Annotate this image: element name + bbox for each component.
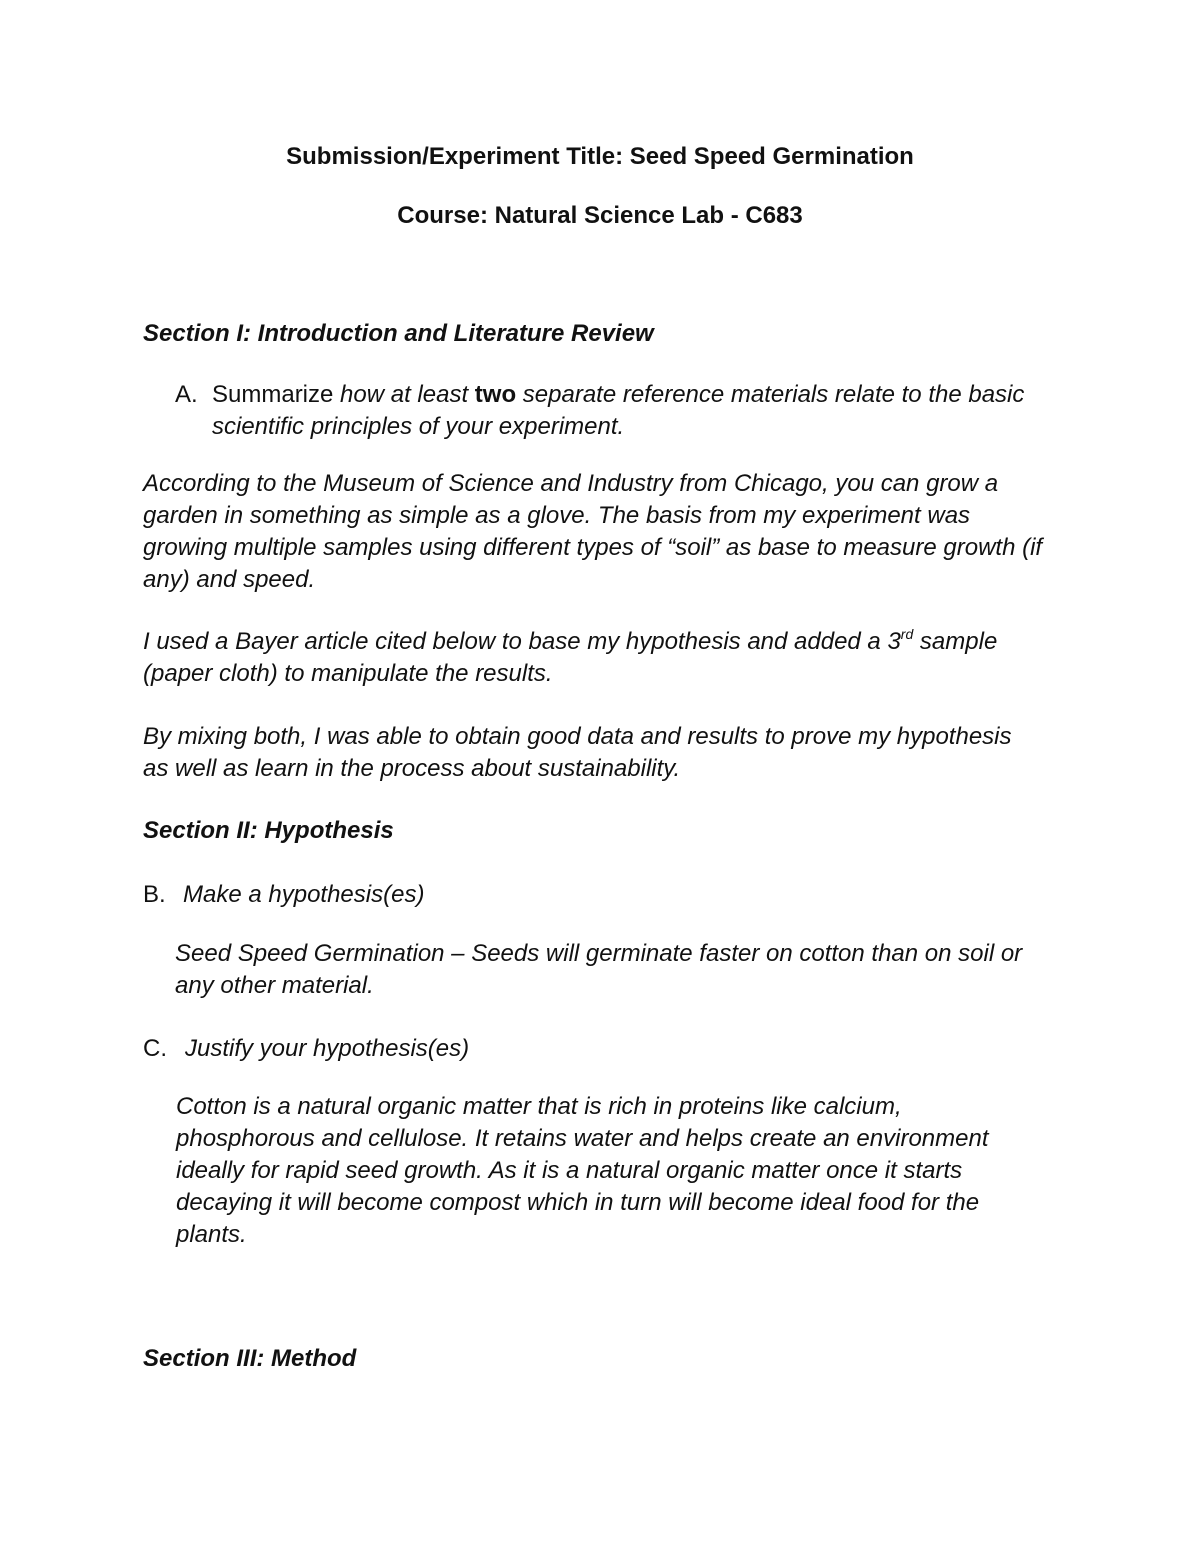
ordinal-superscript: rd: [900, 626, 914, 642]
intro-paragraph-3: By mixing both, I was able to obtain good data and results to prove my hypothesis as well as learn in the process about sustainability.: [143, 723, 1012, 782]
section-3-heading: Section III: Method: [143, 1345, 357, 1372]
list-marker-c: C.: [143, 1035, 167, 1062]
list-item-a-text: [212, 379, 1052, 443]
intro-paragraph-2-start: I used a Bayer article cited below to base my hypothesis and added a 3: [143, 628, 901, 655]
section-2-heading: Section II: Hypothesis: [143, 817, 394, 844]
intro-paragraph-1: According to the Museum of Science and Industry from Chicago, you can grow a garden in something as simple as a glove. The basis from my experiment was growing multiple samples using different types of “soil” as base to measure growth (if any) and speed.: [143, 470, 1043, 593]
list-marker-b: B.: [143, 881, 166, 908]
document-title: Submission/Experiment Title: Seed Speed Germination: [286, 143, 914, 170]
intro-paragraph-2: [143, 626, 1043, 690]
section-1-heading: Section I: Introduction and Literature Review: [143, 320, 654, 347]
item-a-italic-2: separate reference materials relate to the basic scientific principles of your experiment.: [212, 381, 1025, 440]
list-item-c-text: Justify your hypothesis(es): [185, 1035, 470, 1062]
intro-paragraph-2-end: sample (paper cloth) to manipulate the results.: [143, 628, 998, 687]
hypothesis-justification: Cotton is a natural organic matter that is rich in proteins like calcium, phosphorous and cellulose. It retains water and helps create an environment ideally for rapid seed growth. As it is a natural organic matter once it starts decaying it will become compost which in turn will become ideal food for the plants.: [176, 1093, 989, 1248]
item-a-italic-1: how at least: [340, 381, 475, 408]
list-item-b-text: Make a hypothesis(es): [183, 881, 425, 908]
item-a-bold: two: [474, 381, 517, 408]
item-a-lead: Summarize: [212, 381, 341, 408]
course-name: Course: Natural Science Lab - C683: [397, 202, 803, 229]
hypothesis-statement: Seed Speed Germination – Seeds will germinate faster on cotton than on soil or any other material.: [175, 940, 1023, 999]
list-marker-a: A.: [175, 381, 198, 408]
